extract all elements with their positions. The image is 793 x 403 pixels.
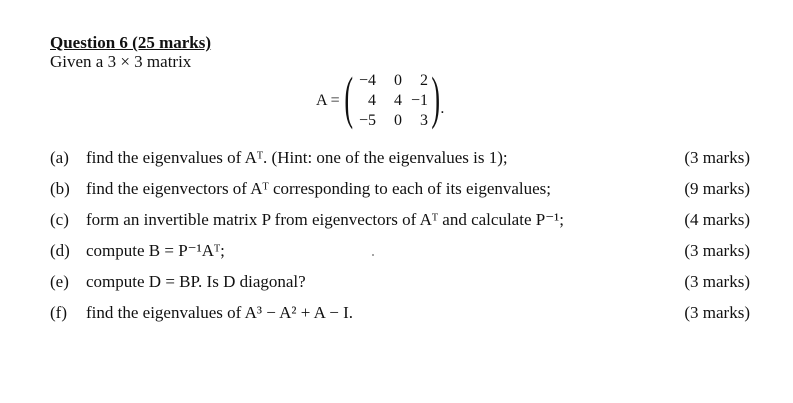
question-item xyxy=(50,272,750,296)
question-text: form an invertible matrix P from eigenvectors of Aᵀ and calculate P⁻¹; xyxy=(86,210,564,229)
question-label: (e) xyxy=(50,272,69,291)
question-marks: (3 marks) xyxy=(684,272,750,291)
matrix-cell: −5 xyxy=(359,112,377,129)
matrix-cell: 4 xyxy=(394,92,403,109)
intro-text: Given a 3 × 3 matrix xyxy=(50,52,192,71)
matrix-cell: −1 xyxy=(411,92,429,109)
question-text: compute D = BP. Is D diagonal? xyxy=(86,272,306,291)
question-item xyxy=(50,179,750,203)
question-marks: (3 marks) xyxy=(684,303,750,322)
question-text: compute B = P⁻¹Aᵀ; xyxy=(86,241,225,260)
question-marks: (3 marks) xyxy=(684,241,750,260)
question-text: find the eigenvectors of Aᵀ corresponding to each of its eigenvalues; xyxy=(86,179,552,198)
matrix-cell: 2 xyxy=(420,72,429,89)
question-label: (b) xyxy=(50,179,70,198)
matrix-cell: −4 xyxy=(359,72,377,89)
question-item xyxy=(50,241,750,265)
matrix-lhs: A = xyxy=(316,92,340,109)
matrix-period: . xyxy=(440,100,445,117)
question-marks: (3 marks) xyxy=(684,148,750,167)
question-label: (d) xyxy=(50,241,70,260)
question-label: (f) xyxy=(50,303,67,322)
matrix-cell: 0 xyxy=(394,72,403,89)
left-paren: ( xyxy=(344,65,353,130)
question-marks: (9 marks) xyxy=(684,179,750,198)
question-label: (c) xyxy=(50,210,69,229)
question-title: Question 6 (25 marks) xyxy=(50,33,212,52)
question-item xyxy=(50,148,750,172)
right-paren: ) xyxy=(431,65,441,130)
stray-dot xyxy=(372,254,374,256)
matrix-cell: 4 xyxy=(368,92,377,109)
question-marks: (4 marks) xyxy=(684,210,750,229)
matrix-grid xyxy=(353,71,431,131)
question-item xyxy=(50,303,750,327)
question-item xyxy=(50,210,750,234)
question-text: find the eigenvalues of A³ − A² + A − I. xyxy=(86,303,354,322)
question-label: (a) xyxy=(50,148,69,167)
matrix-cell: 3 xyxy=(420,112,429,129)
matrix-definition xyxy=(316,65,445,132)
question-text: find the eigenvalues of Aᵀ. (Hint: one of the eigenvalues is 1); xyxy=(86,148,508,167)
matrix-cell: 0 xyxy=(394,112,403,129)
